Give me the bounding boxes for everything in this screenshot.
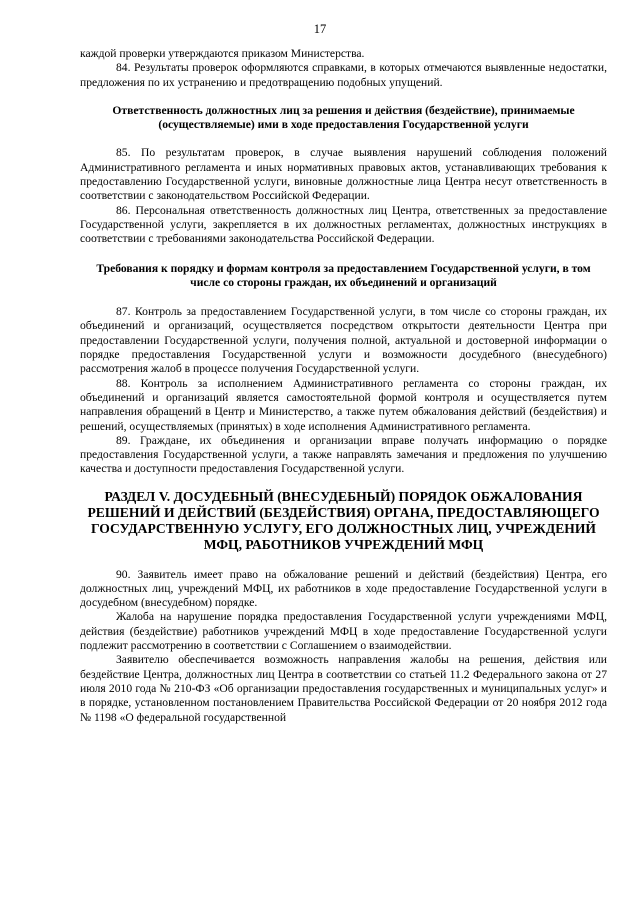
paragraph-86: 86. Персональная ответственность должностных лиц Центра, ответственных за предоставление Государственной услуги, закрепляется в их должностных регламентах, должностных инструкциях в соответствии с требованиями законодательства Российской Федерации.	[80, 203, 607, 246]
section-title-line: РЕШЕНИЙ И ДЕЙСТВИЙ (БЕЗДЕЙСТВИЯ) ОРГАНА, ПРЕДОСТАВЛЯЮЩЕГО	[87, 504, 600, 520]
section-title-line: РАЗДЕЛ V. ДОСУДЕБНЫЙ (ВНЕСУДЕБНЫЙ) ПОРЯДОК ОБЖАЛОВАНИЯ	[104, 488, 583, 504]
section-title-line: МФЦ, РАБОТНИКОВ УЧРЕЖДЕНИЙ МФЦ	[203, 537, 484, 553]
paragraph-90: 90. Заявитель имеет право на обжалование решений и действий (бездействия) Центра, его должностных лиц, учреждений МФЦ, их работников в ходе предоставление Государственной услуги в досудебном (внесудебном) порядке.	[80, 567, 607, 610]
section-v-title	[80, 489, 607, 554]
heading-responsibility: Ответственность должностных лиц за решения и действия (бездействие), принимаемые (осуществляемые) ими в ходе предоставления Государственной услуги	[112, 103, 575, 132]
paragraph-88: 88. Контроль за исполнением Административного регламента со стороны граждан, их объединений и организаций является самостоятельной формой контроля и осуществляется путем направления обращений в Центр и Министерство, а также путем обжалования действий (бездействия) и решений, осуществляемых (принятых) в ходе исполнения Административного регламента.	[80, 376, 607, 433]
paragraph-84: 84. Результаты проверок оформляются справками, в которых отмечаются выявленные недостатки, предложения по их устранению и предотвращению подобных упущений.	[80, 61, 607, 89]
paragraph-87: 87. Контроль за предоставлением Государственной услуги, в том числе со стороны граждан, их объединений и организаций, осуществляется посредством открытости деятельности Центра при предоставлении Государственной услуги, получения полной, актуальной и достоверной информации о порядке предоставления Государственной услуги и возможности досудебного (внесудебного) рассмотрения жалоб в процессе получения Государственной услуги.	[80, 305, 607, 376]
paragraph-89: 89. Граждане, их объединения и организации вправе получать информацию о порядке предоставления Государственной услуги, а также направлять замечания и предложения по улучшению качества и доступности предоставления Государственной услуги.	[80, 433, 607, 476]
page-content	[80, 47, 607, 725]
heading-control-requirements: Требования к порядку и формам контроля за предоставлением Государственной услуги, в том числе со стороны граждан, их объединений и организаций	[96, 261, 591, 289]
paragraph-mfc-complaint: Жалоба на нарушение порядка предоставления Государственной услуги учреждениями МФЦ, действия (бездействие) работников учреждений МФЦ в ходе предоставление Государственной услуги подлежит рассмотрению в соответствии с Соглашением о взаимодействии.	[80, 610, 607, 653]
paragraph-complaint-possibility: Заявителю обеспечивается возможность направления жалобы на решения, действия или бездействие Центра, должностных лиц Центра в соответствии со статьей 11.2 Федерального закона от 27 июля 2010 года № 210-ФЗ «Об организации предоставления государственных и муниципальных услуг» и в порядке, установленном постановлением Правительства Российской Федерации от 20 ноября 2012 года № 1198 «О федеральной государственной	[80, 653, 607, 724]
paragraph-85: 85. По результатам проверок, в случае выявления нарушений соблюдения положений Административного регламента и иных нормативных правовых актов, устанавливающих требования к предоставлению Государственной услуги, виновные должностные лица Центра несут ответственность в соответствии с законодательством Российской Федерации.	[80, 146, 607, 203]
page-number: 17	[313, 22, 327, 36]
section-title-line: ГОСУДАРСТВЕННУЮ УСЛУГУ, ЕГО ДОЛЖНОСТНЫХ ЛИЦ, УЧРЕЖДЕНИЙ	[90, 521, 597, 537]
paragraph-continuation: каждой проверки утверждаются приказом Министерства.	[80, 47, 365, 60]
